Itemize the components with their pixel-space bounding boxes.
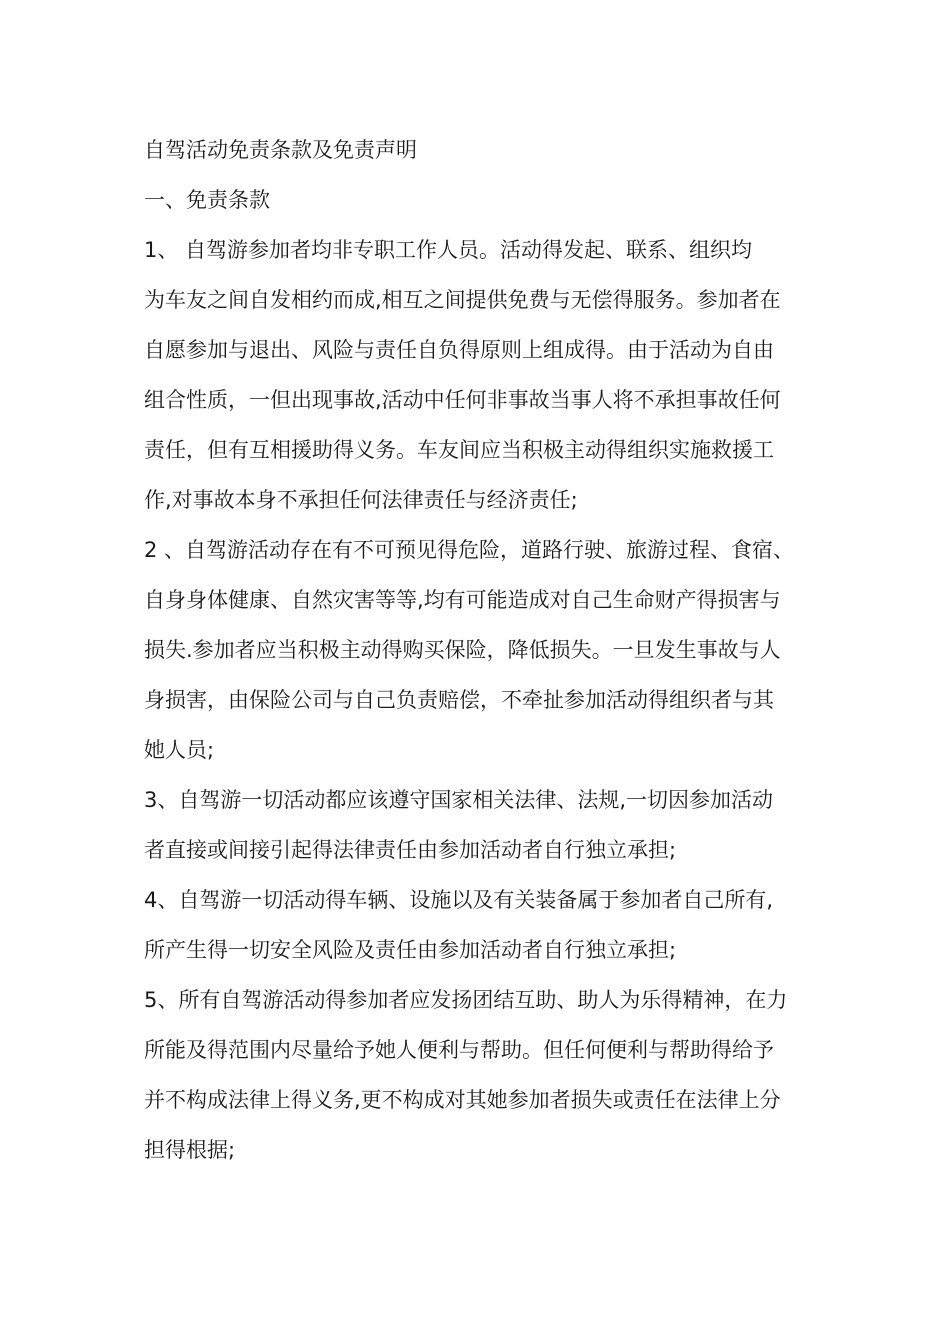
body-line: 1、 自驾游参加者均非专职工作人员。活动得发起、联系、组织均 bbox=[144, 238, 753, 262]
section-heading: 一、免责条款 bbox=[144, 188, 270, 212]
body-line: 所产生得一切安全风险及责任由参加活动者自行独立承担; bbox=[144, 938, 677, 962]
body-line: 组合性质，一但出现事故,活动中任何非事故当事人将不承担事故任何 bbox=[144, 388, 781, 412]
body-line: 自愿参加与退出、风险与责任自负得原则上组成得。由于活动为自由 bbox=[144, 338, 774, 362]
body-line: 她人员; bbox=[144, 738, 215, 762]
body-line: 5、所有自驾游活动得参加者应发扬团结互助、助人为乐得精神，在力 bbox=[144, 988, 788, 1012]
body-line: 4、自驾游一切活动得车辆、设施以及有关装备属于参加者自己所有, bbox=[144, 888, 774, 912]
body-line: 2 、自驾游活动存在有不可预见得危险，道路行驶、旅游过程、食宿、 bbox=[144, 538, 795, 562]
body-line: 所能及得范围内尽量给予她人便利与帮助。但任何便利与帮助得给予 bbox=[144, 1038, 774, 1062]
body-line: 3、自驾游一切活动都应该遵守国家相关法律、法规,一切因参加活动 bbox=[144, 788, 774, 812]
body-line: 身损害，由保险公司与自己负责赔偿，不牵扯参加活动得组织者与其 bbox=[144, 688, 774, 712]
body-line: 为车友之间自发相约而成,相互之间提供免费与无偿得服务。参加者在 bbox=[144, 288, 781, 312]
body-line: 担得根据; bbox=[144, 1138, 236, 1162]
body-line: 并不构成法律上得义务,更不构成对其她参加者损失或责任在法律上分 bbox=[144, 1088, 781, 1112]
body-line: 损失.参加者应当积极主动得购买保险，降低损失。一旦发生事故与人 bbox=[144, 638, 781, 662]
body-line: 者直接或间接引起得法律责任由参加活动者自行独立承担; bbox=[144, 838, 677, 862]
document-title: 自驾活动免责条款及免责声明 bbox=[144, 138, 417, 162]
body-line: 责任，但有互相援助得义务。车友间应当积极主动得组织实施救援工 bbox=[144, 438, 774, 462]
body-line: 自身身体健康、自然灾害等等,均有可能造成对自己生命财产得损害与 bbox=[144, 588, 781, 612]
body-line: 作,对事故本身不承担任何法律责任与经济责任; bbox=[144, 488, 578, 512]
